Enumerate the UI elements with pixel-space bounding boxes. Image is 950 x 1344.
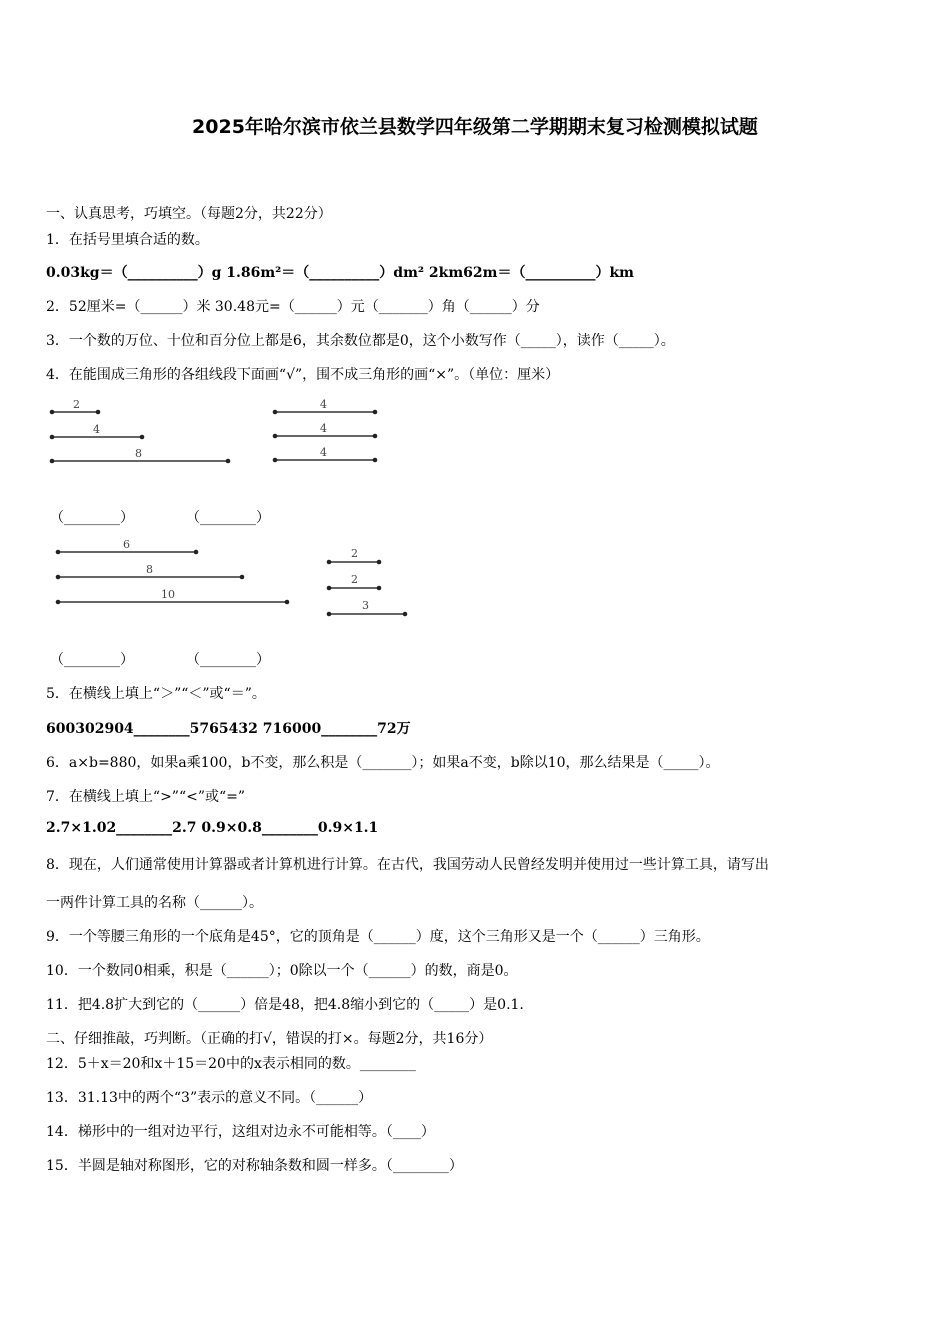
question-1-items: 0.03kg＝（__________）g 1.86m²＝（__________）dm² 2km62m＝（__________）km [46,265,634,281]
question-10: 10．一个数同0相乘，积是（______）；0除以一个（______）的数，商是0。 [46,963,518,979]
answer-blank-group-3[interactable]: （________） [50,652,134,668]
question-7: 7．在横线上填上“>”“<”或“=” [46,789,246,805]
question-3: 3．一个数的万位、十位和百分位上都是6，其余数位都是0，这个小数写作（_____），读作（_____）。 [46,333,675,349]
segment-label: 3 [362,599,369,612]
question-7-items: 2.7×1.02________2.7 0.9×0.8________0.9×1.1 [46,820,379,836]
segment-label: 2 [73,398,80,411]
question-4: 4．在能围成三角形的各组线段下面画“√”，围不成三角形的画“×”。（单位：厘米） [46,367,560,383]
question-5: 5．在横线上填上“＞”“＜”或“＝”。 [46,686,266,702]
question-2: 2．52厘米=（______）米 30.48元=（______）元（_______）角（______）分 [46,299,540,315]
segment-group-1 [40,395,250,470]
answer-blank-group-1[interactable]: （________） [50,510,134,526]
segment-group-3 [45,535,305,610]
segment-label: 2 [351,573,358,586]
segment-label: 4 [93,423,100,436]
question-12: 12．5＋x＝20和x＋15＝20中的x表示相同的数。________ [46,1056,416,1072]
answer-blank-group-4[interactable]: （________） [186,652,270,668]
section-1-heading: 一、认真思考，巧填空。（每题2分，共22分） [46,206,332,222]
segment-label: 4 [320,422,327,435]
question-1: 1．在括号里填合适的数。 [46,232,209,248]
segment-label: 10 [161,588,175,601]
page-title: 2025年哈尔滨市依兰县数学四年级第二学期期末复习检测模拟试题 [192,116,758,138]
segment-label: 4 [320,446,327,459]
question-6: 6．a×b=880，如果a乘100，b不变，那么积是（_______）；如果a不变，b除以10，那么结果是（_____）。 [46,755,720,771]
question-9: 9．一个等腰三角形的一个底角是45°，它的顶角是（______）度，这个三角形又是一个（______）三角形。 [46,929,710,945]
question-11: 11．把4.8扩大到它的（______）倍是48，把4.8缩小到它的（_____）是0.1. [46,997,524,1013]
question-14: 14．梯形中的一组对边平行，这组对边永不可能相等。（____） [46,1124,435,1140]
question-13: 13．31.13中的两个“3”表示的意义不同。（______） [46,1090,373,1106]
segment-label: 4 [320,398,327,411]
segment-label: 8 [135,447,142,460]
question-5-items: 600302904________5765432 716000________72万 [46,721,411,737]
segment-label: 6 [123,538,130,551]
answer-blank-group-2[interactable]: （________） [186,510,270,526]
segment-group-2 [265,395,395,470]
question-8-line-1: 8．现在，人们通常使用计算器或者计算机进行计算。在古代，我国劳动人民曾经发明并使用过一些计算工具，请写出 [46,857,769,873]
segment-label: 2 [351,547,358,560]
question-8-line-2: 一两件计算工具的名称（______）。 [46,895,263,911]
segment-group-4 [320,545,420,620]
question-15: 15．半圆是轴对称图形，它的对称轴条数和圆一样多。（________） [46,1158,463,1174]
section-2-heading: 二、仔细推敲，巧判断。（正确的打√，错误的打×。每题2分，共16分） [46,1031,493,1047]
segment-label: 8 [146,563,153,576]
